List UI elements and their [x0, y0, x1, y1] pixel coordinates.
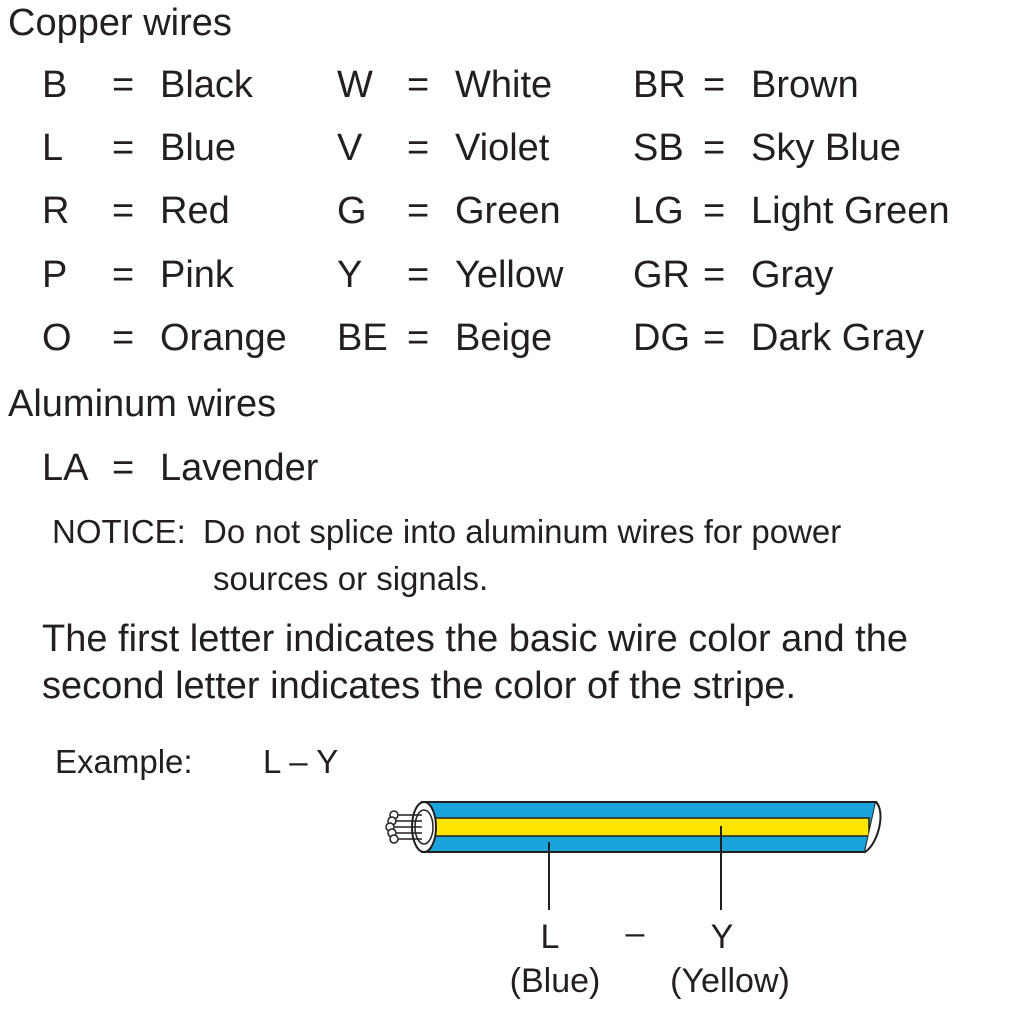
wire-body	[422, 802, 880, 852]
color-name: Black	[160, 64, 253, 106]
color-code: O	[42, 317, 72, 359]
example-dash: –	[625, 914, 645, 952]
color-code: L	[42, 127, 64, 169]
color-name: Lavender	[160, 447, 319, 489]
notice-text-line-1: Do not splice into aluminum wires for power	[203, 513, 842, 550]
color-code: B	[42, 64, 68, 106]
equals-sign: =	[112, 317, 135, 359]
equals-sign: =	[112, 64, 135, 106]
color-name: Green	[455, 190, 561, 232]
explanation-line-1: The first letter indicates the basic wire color and the	[42, 618, 908, 660]
equals-sign: =	[112, 190, 135, 232]
copper-wires-heading: Copper wires	[8, 2, 232, 44]
color-code: BE	[337, 317, 388, 359]
example-code: L – Y	[263, 743, 339, 780]
stripe-color-caption: (Yellow)	[670, 962, 790, 1000]
color-code: R	[42, 190, 70, 232]
legend-row	[0, 317, 1028, 367]
color-name: Pink	[160, 254, 234, 296]
color-code: V	[337, 127, 363, 169]
color-name: Yellow	[455, 254, 564, 296]
color-code: LG	[633, 190, 684, 232]
equals-sign: =	[703, 254, 726, 296]
color-name: Brown	[751, 64, 859, 106]
legend-row-aluminum	[0, 447, 1028, 497]
color-code: GR	[633, 254, 690, 296]
color-code: W	[337, 64, 373, 106]
color-name: Dark Gray	[751, 317, 925, 359]
equals-sign: =	[703, 190, 726, 232]
color-code: LA	[42, 447, 89, 489]
color-name: Gray	[751, 254, 834, 296]
equals-sign: =	[407, 190, 430, 232]
color-code: P	[42, 254, 68, 296]
color-code: G	[337, 190, 367, 232]
equals-sign: =	[112, 447, 135, 489]
legend-row	[0, 254, 1028, 304]
notice-text-line-2: sources or signals.	[213, 560, 489, 597]
equals-sign: =	[703, 317, 726, 359]
color-name: Orange	[160, 317, 287, 359]
color-name: Beige	[455, 317, 553, 359]
equals-sign: =	[703, 127, 726, 169]
equals-sign: =	[407, 64, 430, 106]
base-color-caption: (Blue)	[509, 962, 601, 1000]
color-name: Violet	[455, 127, 550, 169]
base-letter: L	[540, 918, 560, 956]
example-label: Example:	[55, 743, 193, 780]
explanation-line-2: second letter indicates the color of the stripe.	[42, 665, 797, 707]
color-name: Blue	[160, 127, 237, 169]
color-name: White	[455, 64, 553, 106]
equals-sign: =	[112, 254, 135, 296]
equals-sign: =	[407, 254, 430, 296]
color-code: BR	[633, 64, 686, 106]
stripe-letter: Y	[710, 918, 734, 956]
legend-row	[0, 190, 1028, 240]
color-name: Sky Blue	[751, 127, 901, 169]
equals-sign: =	[407, 317, 430, 359]
legend-row	[0, 127, 1028, 177]
equals-sign: =	[407, 127, 430, 169]
color-code: DG	[633, 317, 690, 359]
equals-sign: =	[112, 127, 135, 169]
aluminum-wires-heading: Aluminum wires	[8, 383, 277, 425]
color-code: SB	[633, 127, 684, 169]
notice-label: NOTICE:	[52, 513, 186, 550]
color-name: Light Green	[751, 190, 950, 232]
legend-row	[0, 64, 1028, 114]
equals-sign: =	[703, 64, 726, 106]
color-code: Y	[337, 254, 363, 296]
color-name: Red	[160, 190, 230, 232]
